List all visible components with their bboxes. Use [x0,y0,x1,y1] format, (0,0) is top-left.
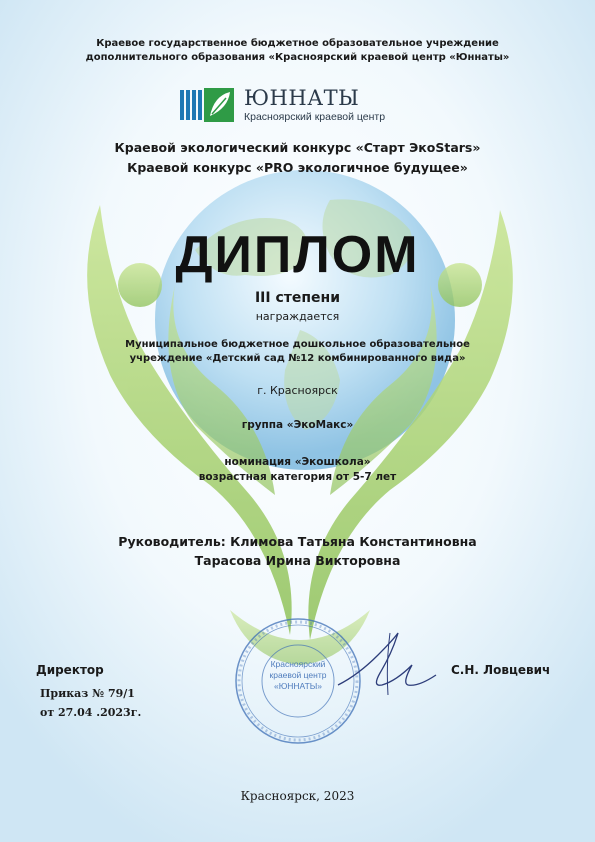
order-number: Приказ № 79/1 [40,687,135,700]
recipient-organization [0,338,595,366]
issuer-line-1: Краевое государственное бюджетное образовательное учреждение [96,38,499,49]
leaders-block [0,532,595,570]
order-date: от 27.04 .2023г. [40,706,142,719]
leader-line-2: Тарасова Ирина Викторовна [194,553,401,568]
contest-titles [0,138,595,178]
leader-line-1: Руководитель: Климова Татьяна Константиновна [118,534,477,549]
nomination-block [0,455,595,485]
diploma-degree: III степени [254,290,341,306]
stamp-line-2: краевой центр [269,670,327,680]
organization-line-1: Муниципальное бюджетное дошкольное образовательное [125,339,470,350]
awarded-label: награждается [255,310,340,323]
contest-line-2: Краевой конкурс «PRO экологичное будущее» [127,160,468,175]
nomination-label: номинация «Экошкола» [224,456,371,468]
organization-line-2: учреждение «Детский сад №12 комбинированного вида» [129,353,466,364]
age-category-label: возрастная категория от 5-7 лет [198,471,397,483]
open-book-leaf-icon [178,84,238,128]
issuer-header [0,37,595,65]
contest-line-1: Краевой экологический конкурс «Старт ЭкоStars» [114,140,481,155]
place-and-year: Красноярск, 2023 [240,789,355,803]
signatory-name: С.Н. Ловцевич [451,663,551,677]
recipient-city: г. Красноярск [257,384,338,397]
issuer-line-2: дополнительного образования «Красноярский краевой центр «Юннаты» [85,52,510,63]
organization-logo [178,84,438,130]
diploma-title: ДИПЛОМ [175,226,420,284]
handwritten-signature [330,625,440,705]
logo-subtitle: Красноярский краевой центр [244,111,386,123]
recipient-group: группа «ЭкоМакс» [241,419,354,431]
logo-name: ЮННАТЫ [244,86,360,110]
stamp-line-3: «ЮННАТЫ» [273,681,323,691]
stamp-line-1: Красноярский [270,659,326,669]
signatory-position: Директор [36,663,104,677]
